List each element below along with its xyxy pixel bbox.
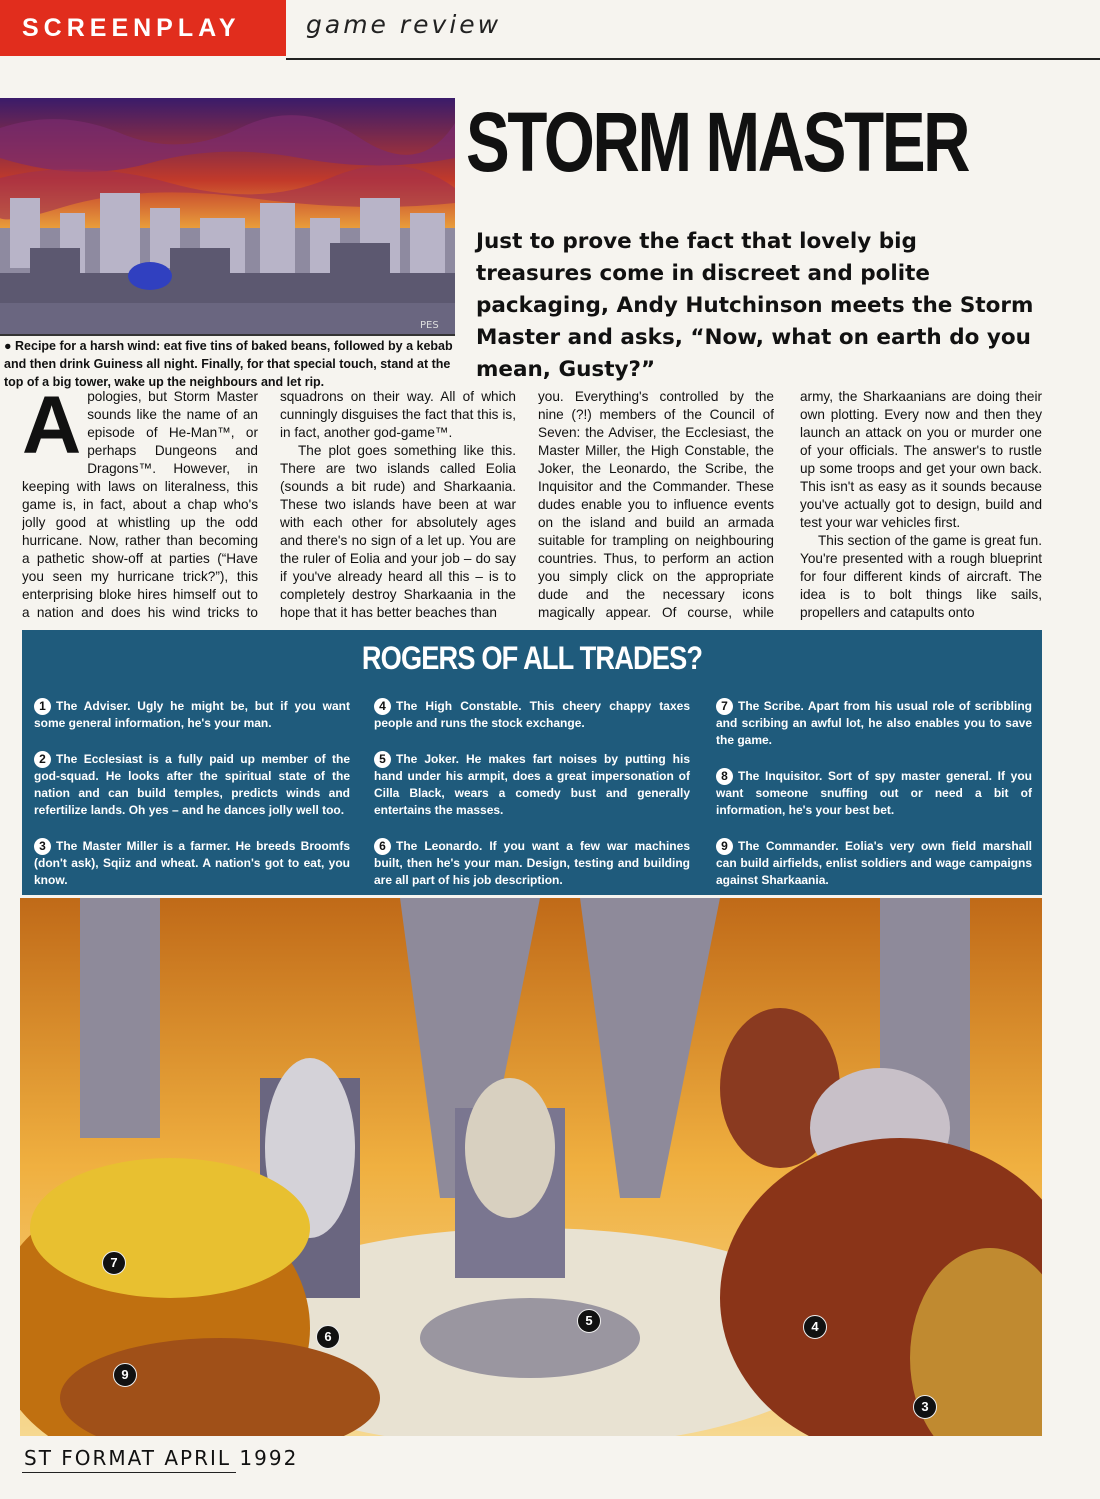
council-item [374, 838, 690, 889]
scene-marker: 4 [803, 1315, 827, 1339]
number-badge: 8 [716, 768, 733, 785]
scene-marker: 3 [913, 1395, 937, 1419]
section-subtitle: game review [306, 10, 502, 39]
council-item [374, 698, 690, 732]
page-title: STORM MASTER [466, 95, 969, 189]
article-column-1 [22, 388, 258, 624]
article-paragraph: pologies, but Storm Master sounds like the name of an episode of He-Man™, or perhaps Dungeons and Dragons™. However, in keeping with laws on literalness, this game is, in fact, about a chap who's jolly good at whistling up the odd hurricane. Now, rather than becoming a pathetic show-off at parties (“Have you seen my hurricane trick?”), this enterprising bloke hires himself out to a nation and does his wind tricks to [22, 389, 258, 620]
footer-rule [22, 1472, 236, 1473]
article-paragraph: you. Everything's controlled by the nine (?!) members of the Council of Seven: the Adviser, the Ecclesiast, the Master Miller, the High Constable, the Joker, the Leonardo, the Scribe, the Inquisitor and the Commander. These dudes enable you to influence events on the island and build an armada suitable for trampling on neighbouring countries. Thus, to perform an action you simply click on the appropriate dude and the necessary icons magically appear. Of course, while [538, 389, 774, 620]
section-tab: SCREENPLAY [0, 0, 286, 56]
item-text: The High Constable. This cheery chappy taxes people and runs the stock exchange. [374, 699, 690, 730]
scene-marker: 7 [102, 1251, 126, 1275]
council-item [34, 751, 350, 819]
item-text: The Ecclesiast is a fully paid up member of the god-squad. He looks after the spiritual state of the nation and can build temples, predicts winds and refertilize lands. Oh yes – and he dances jolly well too. [34, 752, 350, 817]
council-item [34, 838, 350, 889]
item-text: The Joker. He makes fart noises by putting his hand under his armpit, does a great impersonation of Cilla Black, wears a comedy bust and generally entertains the masses. [374, 752, 690, 817]
box-column-2 [374, 698, 690, 908]
svg-text:PES: PES [420, 320, 439, 331]
scene-marker: 9 [113, 1363, 137, 1387]
number-badge: 3 [34, 838, 51, 855]
standfirst: Just to prove the fact that lovely big treasures come in discreet and polite packaging, Andy Hutchinson meets the Storm Master and asks, “Now, what on earth do you mean, Gusty?” [476, 229, 1034, 382]
number-badge: 2 [34, 751, 51, 768]
number-badge: 9 [716, 838, 733, 855]
item-text: The Inquisitor. Sort of spy master general. If you want someone snuffing out or need a bit of information, he's your best bet. [716, 769, 1032, 817]
header-rule [286, 58, 1100, 60]
scene-marker: 6 [316, 1325, 340, 1349]
article-paragraph: The plot goes something like this. There are two islands called Eolia (sounds a bit rude) and Sharkaania. These two islands have been at war with each other for absolutely ages and there's no sign of a let up. You are the ruler of Eolia and your job – do say if you've already heard all this – is to completely destroy Sharkaania in the hope that it has better beaches than [280, 443, 516, 620]
council-item [374, 751, 690, 819]
item-text: The Commander. Eolia's very own field marshall can build airfields, enlist soldiers and wage campaigns against Sharkaania. [716, 839, 1032, 887]
item-text: The Scribe. Apart from his usual role of scribbling and scribing an awful lot, he also enables you to save the game. [716, 699, 1032, 747]
article-column-3 [538, 388, 774, 624]
council-item [716, 698, 1032, 749]
number-badge: 5 [374, 751, 391, 768]
sidebar-box [22, 630, 1042, 895]
item-text: The Adviser. Ugly he might be, but if you want some general information, he's your man. [34, 699, 350, 730]
article-paragraph: squadrons on their way. All of which cunningly disguises the fact that this is, in fact, another god-game™. [280, 389, 516, 440]
page-footer: ST FORMAT APRIL 1992 [24, 1446, 299, 1470]
box-column-1 [34, 698, 350, 908]
article-column-4 [800, 388, 1042, 624]
number-badge: 6 [374, 838, 391, 855]
council-screenshot [20, 898, 1042, 1436]
article-paragraph: army, the Sharkaanians are doing their own plotting. Every now and then they launch an attack on you or murder one of your officials. The answer's to rustle up some troops and get your own back. This isn't as easy as it sounds because you've actually got to design, build and test your war vehicles first. [800, 389, 1042, 530]
box-column-3 [716, 698, 1032, 908]
council-item [716, 768, 1032, 819]
drop-cap: A [22, 388, 82, 471]
image-caption: ● Recipe for a harsh wind: eat five tins of baked beans, followed by a kebab and then drink Guiness all night. Finally, for that special touch, stand at the top of a big tower, wake up the neighbours and let rip. [4, 339, 453, 389]
item-text: The Leonardo. If you want a few war machines built, then he's your man. Design, testing and building are all part of his job description. [374, 839, 690, 887]
article-column-2 [280, 388, 516, 624]
article-paragraph: This section of the game is great fun. You're presented with a rough blueprint for four different kinds of aircraft. The idea is to bolt things like sails, propellers and catapults onto [800, 533, 1042, 620]
council-item [34, 698, 350, 732]
item-text: The Master Miller is a farmer. He breeds Broomfs (don't ask), Sqiiz and wheat. A nation's got to eat, you know. [34, 839, 350, 887]
scene-marker: 5 [577, 1309, 601, 1333]
box-title: ROGERS OF ALL TRADES? [361, 640, 703, 676]
number-badge: 4 [374, 698, 391, 715]
castle-screenshot [0, 98, 455, 336]
number-badge: 7 [716, 698, 733, 715]
council-item [716, 838, 1032, 889]
number-badge: 1 [34, 698, 51, 715]
